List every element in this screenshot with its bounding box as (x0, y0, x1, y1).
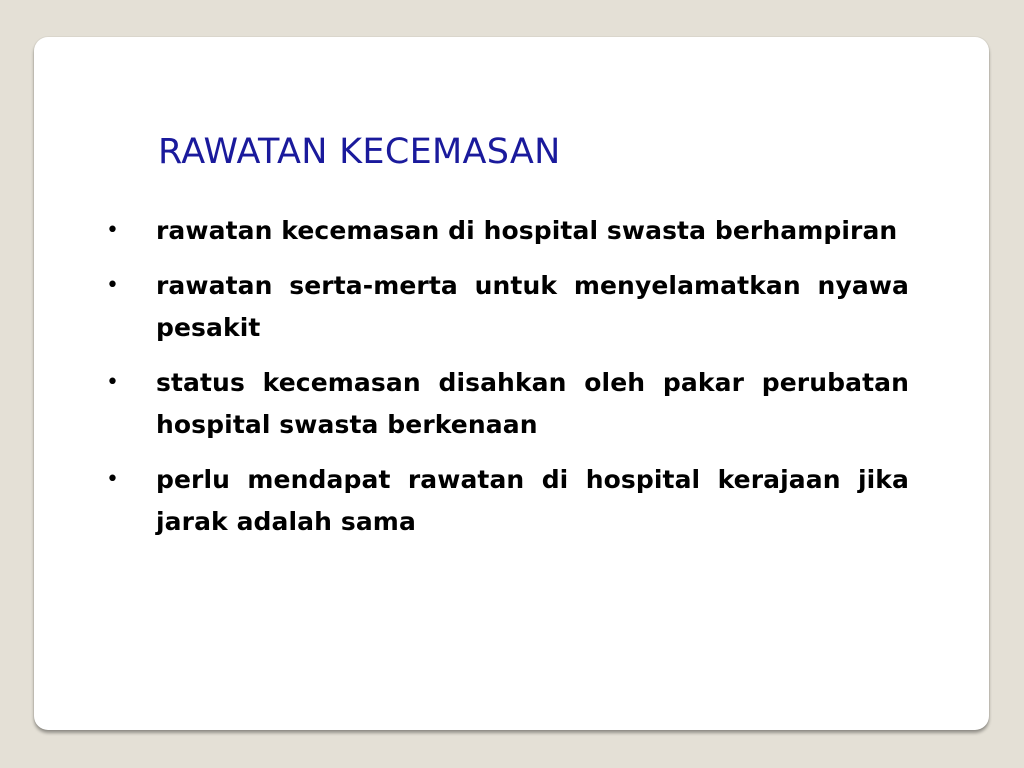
bullet-item (106, 210, 909, 252)
bullet-item (106, 459, 909, 543)
bullet-dot-icon: • (106, 218, 120, 243)
bullet-dot-icon: • (106, 273, 120, 298)
bullet-text: perlu mendapat rawatan di hospital kerajaan jika jarak adalah sama (156, 465, 909, 536)
bullet-dot-icon: • (106, 370, 120, 395)
bullet-text: rawatan kecemasan di hospital swasta berhampiran (156, 216, 898, 245)
bullet-item (106, 265, 909, 349)
bullet-dot-icon: • (106, 467, 120, 492)
bullet-item (106, 362, 909, 446)
bullet-text: status kecemasan disahkan oleh pakar perubatan hospital swasta berkenaan (156, 368, 909, 439)
bullet-list (0, 210, 1024, 556)
bullet-text: rawatan serta-merta untuk menyelamatkan nyawa pesakit (156, 271, 909, 342)
slide-title: RAWATAN KECEMASAN (158, 132, 561, 172)
